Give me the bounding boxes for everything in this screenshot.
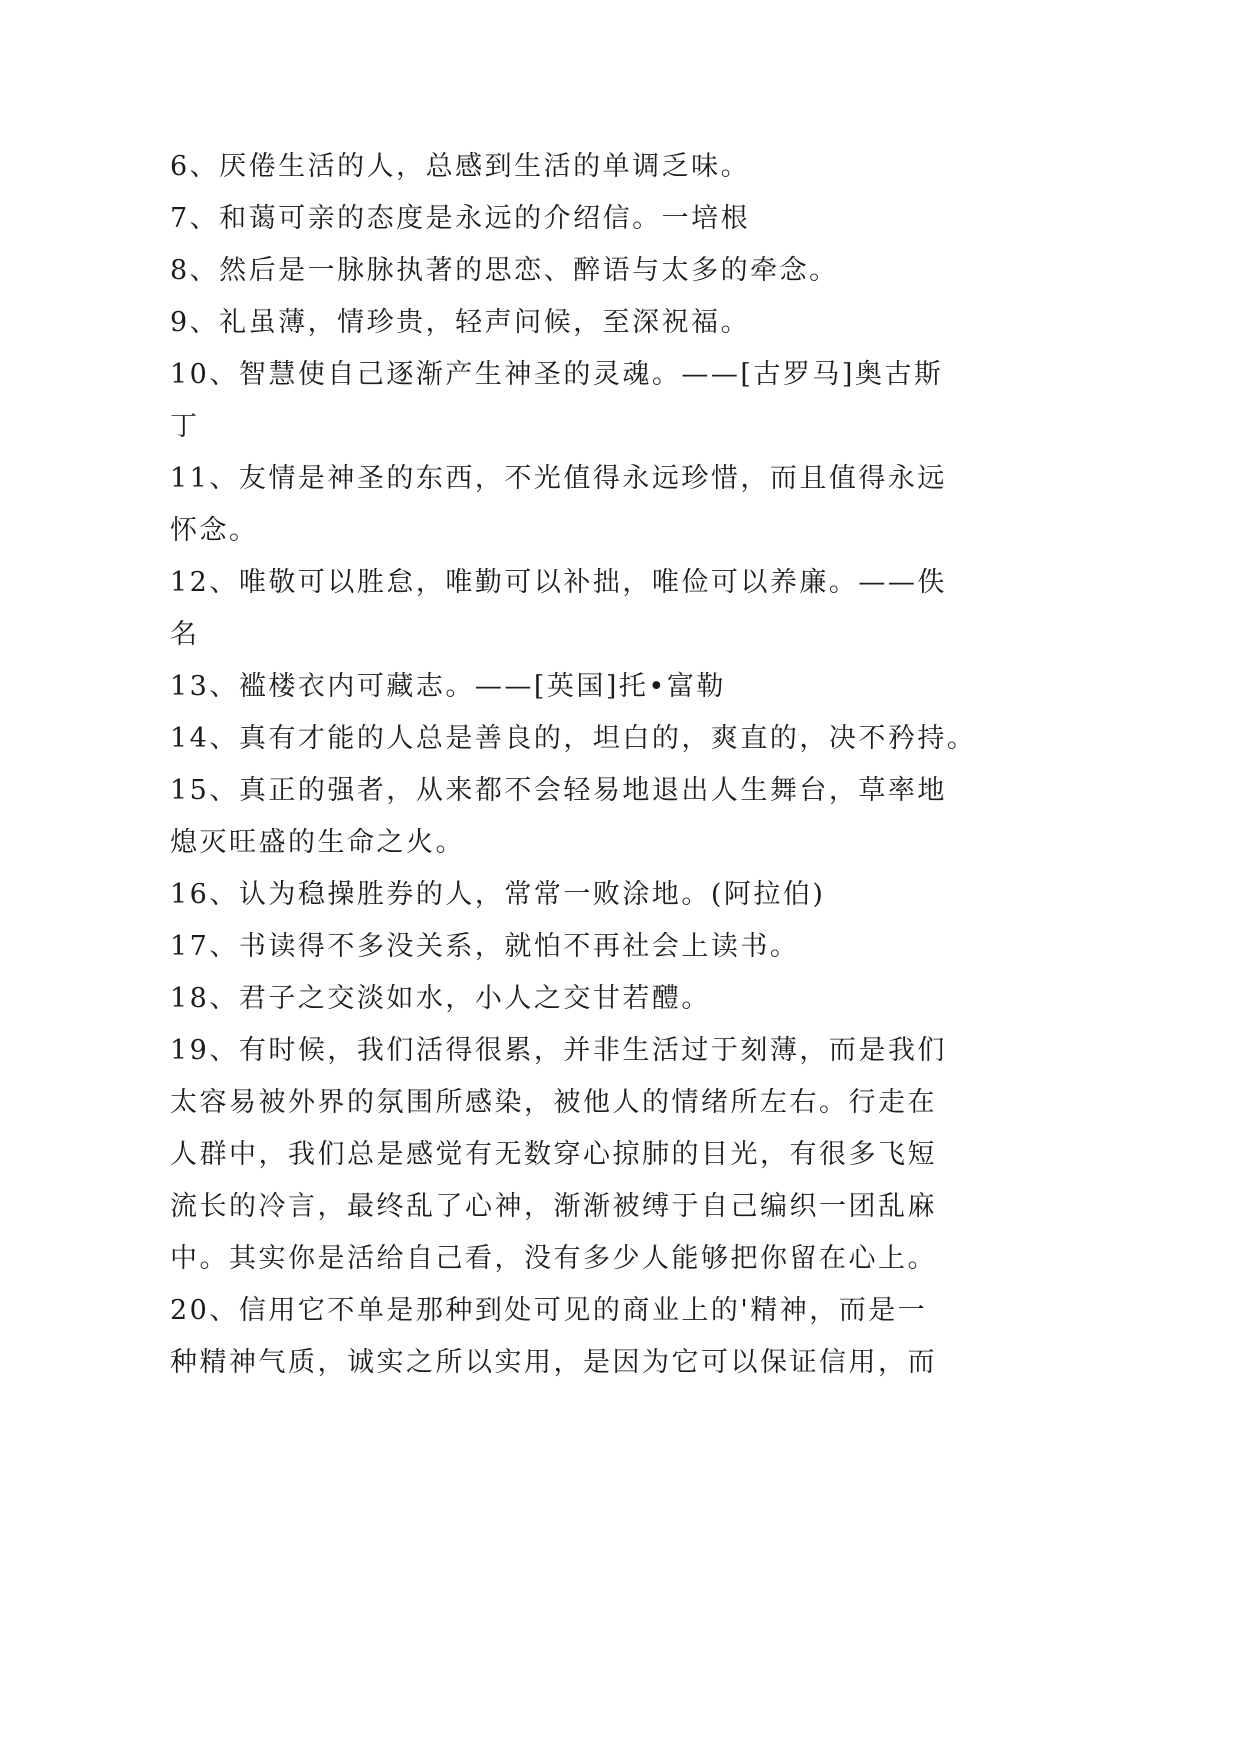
quote-line: 太容易被外界的氛围所感染，被他人的情绪所左右。行走在: [170, 1087, 937, 1118]
quote-item: [170, 1025, 1170, 1285]
quote-item: [170, 557, 1170, 661]
quote-item: [170, 349, 1170, 453]
quote-line: 17、书读得不多没关系，就怕不再社会上读书。: [170, 931, 800, 962]
quote-line: 7、和蔼可亲的态度是永远的介绍信。一培根: [170, 203, 751, 234]
quote-line: 15、真正的强者，从来都不会轻易地退出人生舞台，草率地: [170, 775, 947, 806]
quote-line: 16、认为稳操胜券的人，常常一败涂地。(阿拉伯): [170, 879, 826, 910]
quote-line: 11、友情是神圣的东西，不光值得永远珍惜，而且值得永远: [170, 463, 947, 494]
quote-line: 熄灭旺盛的生命之火。: [170, 827, 465, 858]
document-body: [170, 141, 1170, 1389]
quote-line: 流长的冷言，最终乱了心神，渐渐被缚于自己编织一团乱麻: [170, 1191, 937, 1222]
quote-item: [170, 765, 1170, 869]
quote-line: 10、智慧使自己逐渐产生神圣的灵魂。——[古罗马]奥古斯: [170, 359, 944, 390]
quote-line: 人群中，我们总是感觉有无数穿心掠肺的目光，有很多飞短: [170, 1139, 937, 1170]
quote-line: 丁: [170, 411, 200, 442]
quote-line: 12、唯敬可以胜怠，唯勤可以补拙，唯俭可以养廉。——佚: [170, 567, 947, 598]
quote-item: [170, 193, 1170, 245]
quote-line: 6、厌倦生活的人，总感到生活的单调乏味。: [170, 151, 751, 182]
quote-line: 14、真有才能的人总是善良的，坦白的，爽直的，决不矜持。: [170, 723, 977, 754]
quote-item: [170, 973, 1170, 1025]
quote-line: 名: [170, 619, 200, 650]
quote-item: [170, 453, 1170, 557]
quote-item: [170, 713, 1170, 765]
quote-line: 8、然后是一脉脉执著的思恋、醉语与太多的牵念。: [170, 255, 839, 286]
quote-line: 中。其实你是活给自己看，没有多少人能够把你留在心上。: [170, 1243, 937, 1274]
quote-item: [170, 297, 1170, 349]
quote-line: 19、有时候，我们活得很累，并非生活过于刻薄，而是我们: [170, 1035, 947, 1066]
quote-item: [170, 1285, 1170, 1389]
quote-line: 13、褴楼衣内可藏志。——[英国]托•富勒: [170, 671, 726, 702]
quote-line: 怀念。: [170, 515, 259, 546]
quote-line: 18、君子之交淡如水，小人之交甘若醴。: [170, 983, 711, 1014]
quote-item: [170, 921, 1170, 973]
quote-line: 9、礼虽薄，情珍贵，轻声问候，至深祝福。: [170, 307, 751, 338]
quote-line: 种精神气质，诚实之所以实用，是因为它可以保证信用，而: [170, 1347, 937, 1378]
quote-item: [170, 869, 1170, 921]
quote-item: [170, 141, 1170, 193]
quote-item: [170, 661, 1170, 713]
quote-line: 20、信用它不单是那种到处可见的商业上的'精神，而是一: [170, 1295, 928, 1326]
quote-item: [170, 245, 1170, 297]
